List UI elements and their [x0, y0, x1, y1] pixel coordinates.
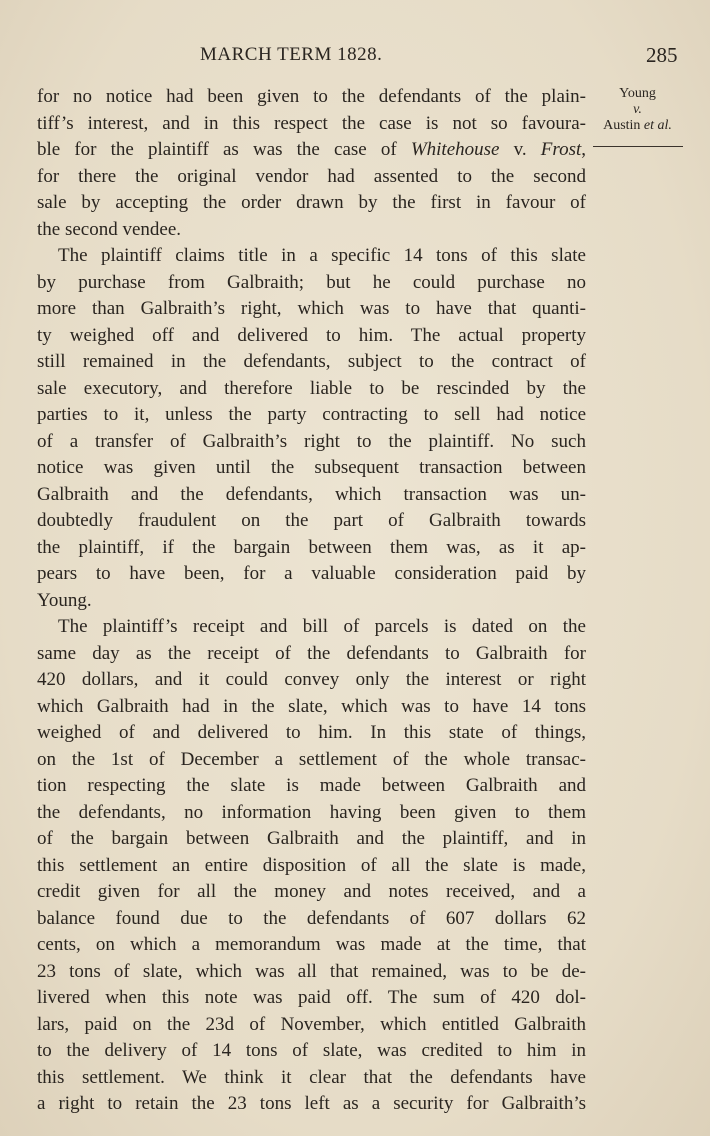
text-line: tiff’s interest, and in this respect the case is not so favoura- — [37, 112, 586, 134]
text-line: same day as the receipt of the defendants to Galbraith for — [37, 642, 586, 664]
page-number: 285 — [646, 43, 678, 67]
text-line: sale by accepting the order drawn by the first in favour of — [37, 192, 586, 213]
italic-case-name: Frost — [540, 139, 582, 160]
text-line: the second vendee. — [37, 218, 182, 240]
text-line: which Galbraith had in the slate, which was to have 14 tons — [37, 695, 586, 717]
text-line: parties to it, unless the party contracting to sell had notice — [37, 404, 586, 425]
text-line: this settlement. We think it clear that the defendants have — [37, 1066, 586, 1088]
text-line: weighed of and delivered to him. In this state of things, — [37, 722, 586, 743]
body-text — [37, 84, 586, 1118]
case-margin-note — [590, 86, 685, 134]
running-title: MARCH TERM 1828. — [200, 44, 383, 65]
text-line: The plaintiff claims title in a specific 14 tons of this slate — [58, 245, 586, 266]
text-line: on the 1st of December a settlement of the whole transac- — [37, 748, 586, 770]
text-line: a right to retain the 23 tons left as a security for Galbraith’s — [37, 1093, 586, 1114]
text-line: doubtedly fraudulent on the part of Galbraith towards — [37, 510, 586, 531]
text-line: ty weighed off and delivered to him. The actual property — [37, 324, 586, 346]
text-line: still remained in the defendants, subject to the contract of — [37, 351, 586, 372]
text-line: 23 tons of slate, which was all that remained, was to be de- — [37, 960, 586, 982]
text-line: for no notice had been given to the defendants of the plain- — [37, 86, 586, 107]
text-line: tion respecting the slate is made between Galbraith and — [37, 775, 586, 796]
text-line: to the delivery of 14 tons of slate, was credited to him in — [37, 1040, 586, 1061]
text-line: by purchase from Galbraith; but he could purchase no — [37, 271, 586, 293]
text-line: for there the original vendor had assented to the second — [37, 165, 586, 187]
text-line: sale executory, and therefore liable to be rescinded by the — [37, 377, 586, 399]
margin-note-versus — [590, 102, 685, 118]
text-line: Galbraith and the defendants, which transaction was un- — [37, 483, 586, 505]
text-line: of a transfer of Galbraith’s right to the plaintiff. No such — [37, 430, 586, 452]
margin-note-et-al: et al. — [643, 118, 672, 133]
text-line: Young. — [37, 589, 92, 611]
text-line: The plaintiff’s receipt and bill of parcels is dated on the — [58, 616, 586, 637]
margin-rule-divider — [593, 146, 683, 147]
text-line: livered when this note was paid off. The sum of 420 dol- — [37, 987, 586, 1008]
text-line: of the bargain between Galbraith and the plaintiff, and in — [37, 828, 586, 849]
text-line: credit given for all the money and notes received, and a — [37, 881, 586, 902]
text-line: this settlement an entire disposition of all the slate is made, — [37, 854, 586, 876]
margin-note-v: v. — [633, 102, 642, 117]
margin-note-plaintiff: Young — [619, 86, 656, 101]
text-line: pears to have been, for a valuable consideration paid by — [37, 563, 586, 584]
text-line: lars, paid on the 23d of November, which entitled Galbraith — [37, 1013, 586, 1035]
text-line: 420 dollars, and it could convey only the interest or right — [37, 669, 586, 690]
text-line: the plaintiff, if the bargain between them was, as it ap- — [37, 536, 586, 558]
text-line — [37, 137, 586, 164]
text-segment: , — [581, 139, 586, 160]
italic-case-name: Whitehouse — [410, 139, 500, 160]
margin-note-defendant — [590, 118, 685, 134]
text-line: more than Galbraith’s right, which was to have that quanti- — [37, 298, 586, 319]
text-segment: v. — [499, 139, 541, 160]
margin-note-defendant-name: Austin — [603, 118, 641, 133]
text-segment: ble for the plaintiff as was the case of — [37, 139, 411, 160]
text-line: balance found due to the defendants of 607 dollars 62 — [37, 907, 586, 929]
text-line: notice was given until the subsequent transaction between — [37, 457, 586, 478]
text-line: the defendants, no information having been given to them — [37, 801, 586, 823]
text-line: cents, on which a memorandum was made at the time, that — [37, 934, 586, 955]
